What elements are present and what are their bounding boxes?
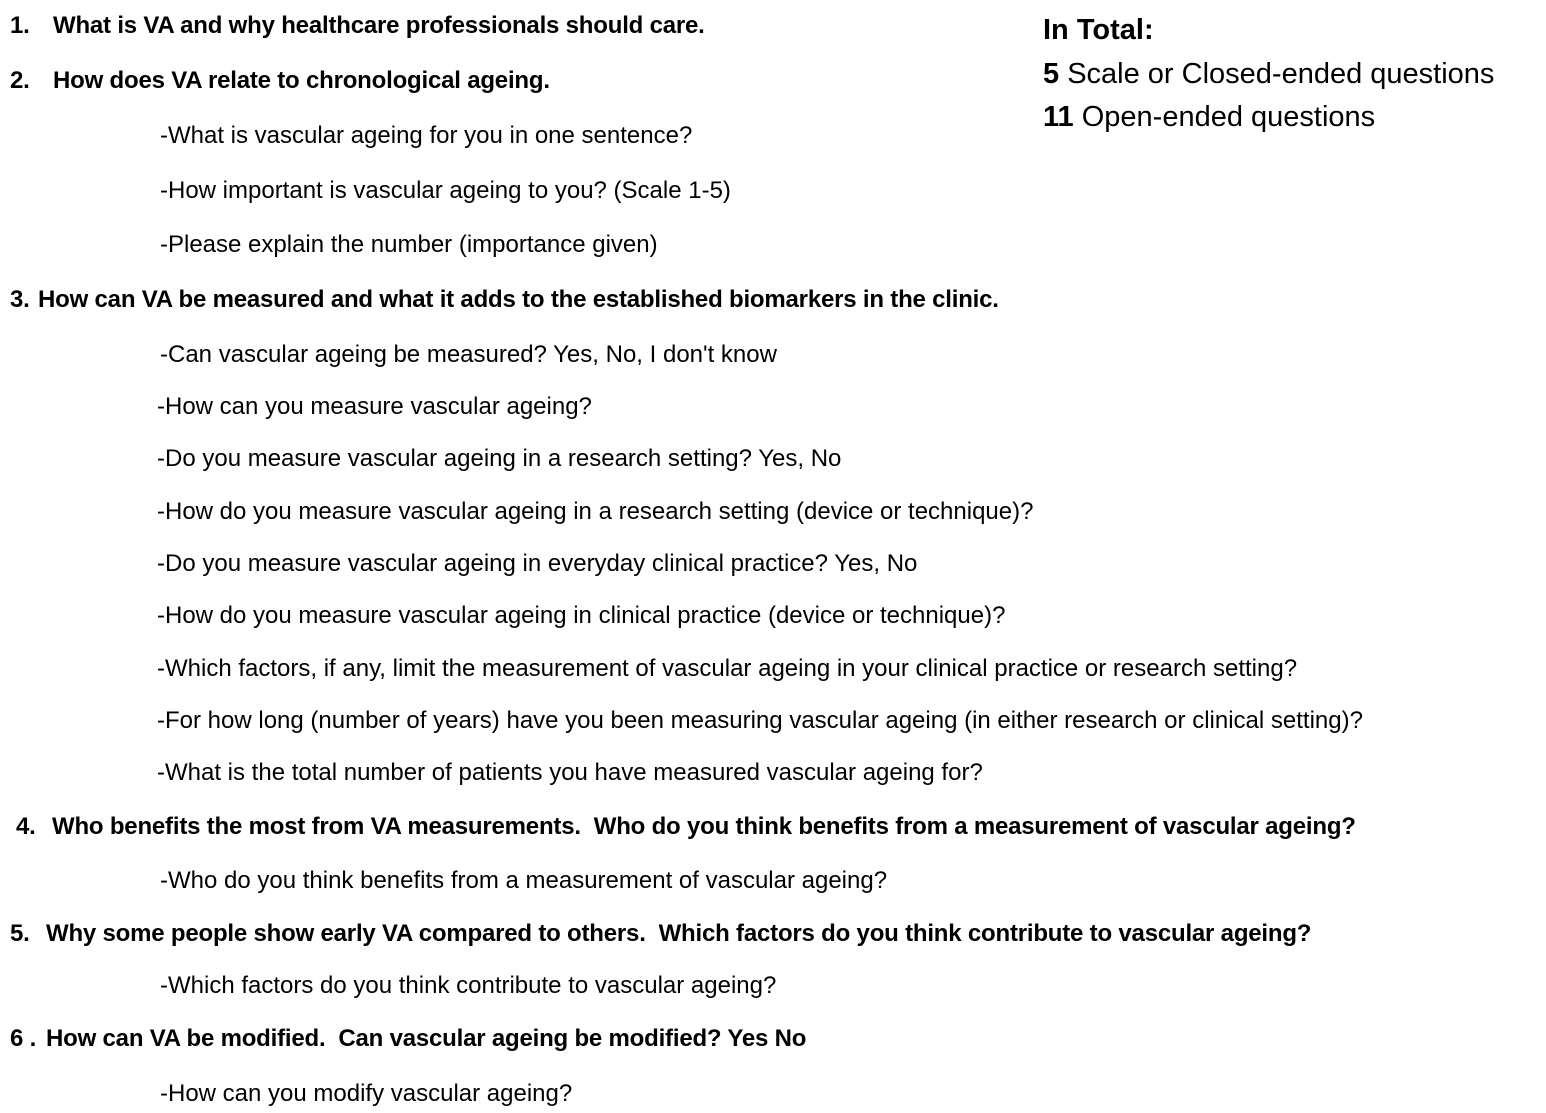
question-item: -Which factors, if any, limit the measurement of vascular ageing in your clinical practice or research setting? [157,655,1298,682]
summary-count: 5 [1043,58,1060,90]
section-title: Who benefits the most from VA measurements. Who do you think benefits from a measurement of vascular ageing? [52,813,1356,840]
summary-row-open [1043,99,1375,135]
question-item: -Do you measure vascular ageing in a research setting? Yes, No [157,445,842,472]
section-2-heading [10,66,550,96]
section-3-heading [10,285,999,315]
section-number: 5. [10,920,30,947]
summary-label: Open-ended questions [1081,101,1376,133]
question-item: -What is vascular ageing for you in one sentence? [160,122,693,149]
section-number: 6 . [10,1025,37,1052]
section-title: How can VA be modified. Can vascular ageing be modified? Yes No [46,1025,807,1052]
question-item: -For how long (number of years) have you been measuring vascular ageing (in either research or clinical setting)? [157,707,1363,734]
section-6-heading [10,1024,806,1054]
section-1-heading [10,11,705,41]
section-title: How can VA be measured and what it adds to the established biomarkers in the clinic. [38,286,999,313]
section-number: 1. [10,12,30,39]
section-title: What is VA and why healthcare professionals should care. [53,12,705,39]
section-5-heading [10,919,1311,949]
question-item: -How do you measure vascular ageing in clinical practice (device or technique)? [157,602,1006,629]
section-4-heading [16,812,1356,842]
question-item: -Can vascular ageing be measured? Yes, No, I don't know [160,341,777,368]
question-item: -Please explain the number (importance given) [160,231,658,258]
question-item: -How can you modify vascular ageing? [160,1080,573,1107]
question-item: -Which factors do you think contribute to vascular ageing? [160,972,777,999]
summary-title: In Total: [1043,14,1154,46]
question-item: -Do you measure vascular ageing in everyday clinical practice? Yes, No [157,550,918,577]
question-item: -Who do you think benefits from a measurement of vascular ageing? [160,867,888,894]
section-number: 2. [10,67,30,94]
section-title: How does VA relate to chronological ageing. [53,67,550,94]
summary-label: Scale or Closed-ended questions [1067,58,1495,90]
section-number: 4. [16,813,36,840]
section-title: Why some people show early VA compared to others. Which factors do you think contribute to vascular ageing? [46,920,1312,947]
question-item: -How can you measure vascular ageing? [157,393,592,420]
summary-row-closed [1043,56,1494,92]
section-number: 3. [10,286,30,313]
question-item: -What is the total number of patients you have measured vascular ageing for? [157,759,983,786]
summary-count: 11 [1043,101,1074,133]
question-item: -How important is vascular ageing to you? (Scale 1-5) [160,177,731,204]
question-item: -How do you measure vascular ageing in a research setting (device or technique)? [157,498,1034,525]
